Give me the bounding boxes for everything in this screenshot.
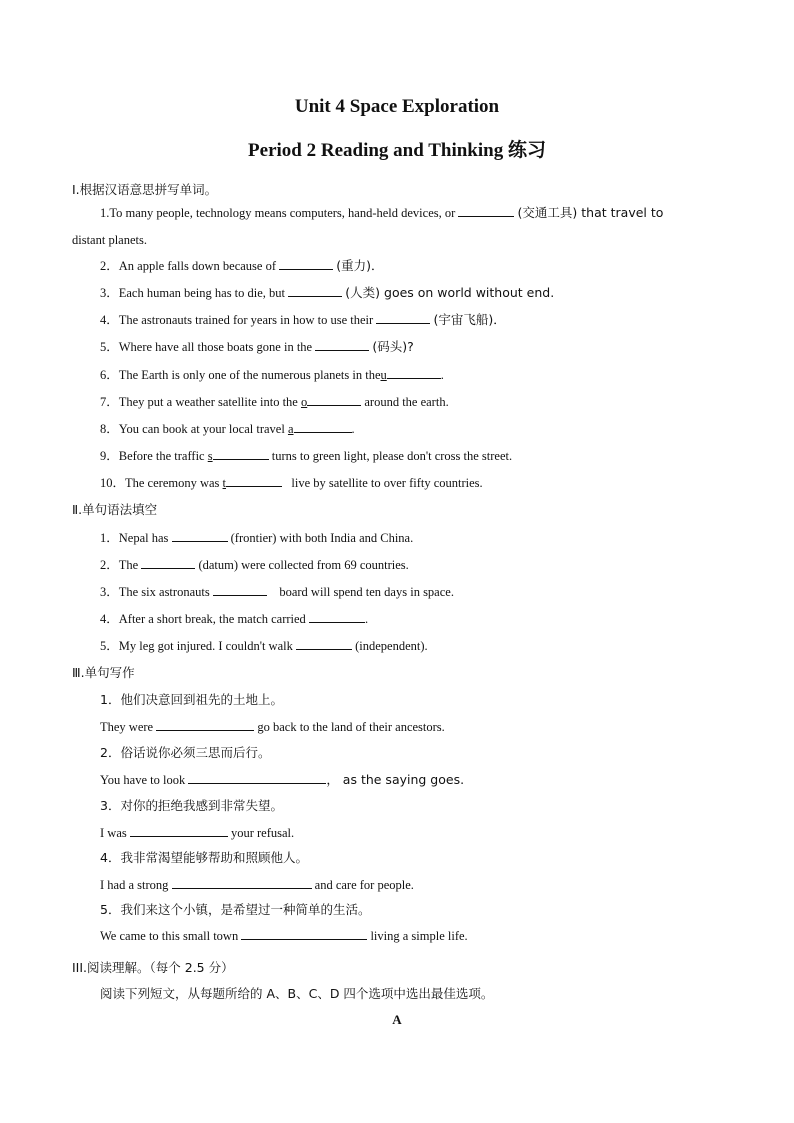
answer-blank[interactable] (172, 530, 228, 542)
answer-blank[interactable] (458, 205, 514, 217)
question-tail: (independent). (355, 639, 428, 653)
question-tail: turns to green light, please don't cross the street. (271, 449, 513, 463)
translation-prompt-5: 5．我们来这个小镇，是希望过一种简单的生活。 (100, 902, 371, 917)
question-text: 4．The astronauts trained for years in how to use their (100, 313, 374, 327)
grammar-question-5 (100, 638, 428, 654)
answer-lead: I was (100, 826, 127, 840)
first-letter: u (380, 368, 387, 382)
answer-blank[interactable] (309, 611, 365, 623)
answer-tail: go back to the land of their ancestors. (257, 720, 445, 734)
translation-prompt-4: 4．我非常渴望能够帮助和照顾他人。 (100, 850, 308, 865)
answer-blank[interactable] (172, 877, 312, 889)
answer-blank[interactable] (307, 394, 361, 406)
question-text: 6．The Earth is only one of the numerous planets in the (100, 368, 381, 382)
question-text: 5．Where have all those boats gone in the (100, 340, 313, 354)
section-heading-2: Ⅱ.单句语法填空 (72, 502, 158, 517)
question-9 (100, 448, 512, 464)
answer-blank[interactable] (141, 557, 195, 569)
question-text: 8．You can book at your local travel (100, 422, 285, 436)
question-7 (100, 394, 449, 410)
question-2 (100, 258, 384, 274)
answer-blank[interactable] (288, 285, 342, 297)
question-text: 4．After a short break, the match carried (100, 612, 306, 626)
translation-prompt-2: 2．俗话说你必须三思而后行。 (100, 745, 271, 760)
question-hint: (重力)． (336, 258, 384, 273)
grammar-question-2 (100, 557, 409, 573)
question-hint: (宇宙飞船)． (433, 312, 506, 327)
translation-answer-4 (100, 877, 414, 893)
question-text: 2．The (100, 558, 139, 572)
answer-blank[interactable] (213, 448, 269, 460)
translation-answer-5 (100, 928, 468, 944)
answer-lead: They were (100, 720, 154, 734)
answer-blank[interactable] (213, 584, 267, 596)
answer-lead: We came to this small town (100, 929, 239, 943)
first-letter: a (287, 422, 294, 436)
answer-blank[interactable] (130, 825, 228, 837)
answer-blank[interactable] (296, 638, 352, 650)
question-hint: (码头)? (372, 339, 414, 354)
question-3 (100, 285, 554, 301)
section-heading-4: III.阅读理解。（每个 2.5 分） (72, 960, 234, 975)
question-text: 7．They put a weather satellite into the (100, 395, 298, 409)
section-heading-1: I.根据汉语意思拼写单词。 (72, 182, 218, 197)
grammar-question-1 (100, 530, 413, 546)
grammar-question-4 (100, 611, 368, 627)
answer-blank[interactable] (376, 312, 430, 324)
answer-blank[interactable] (387, 367, 441, 379)
question-tail: live by satellite to over fifty countries. (291, 476, 483, 490)
question-hint: (人类) goes on world without end. (345, 285, 555, 300)
answer-blank[interactable] (315, 339, 369, 351)
answer-blank[interactable] (241, 928, 367, 940)
question-text: 5．My leg got injured. I couldn't walk (100, 639, 293, 653)
answer-blank[interactable] (156, 719, 254, 731)
passage-label: A (392, 1012, 402, 1027)
question-text: 1.To many people, technology means computers, hand-held devices, or (100, 206, 456, 220)
question-tail: . (351, 422, 355, 436)
question-4 (100, 312, 506, 328)
translation-answer-3 (100, 825, 294, 841)
question-tail: around the earth. (364, 395, 449, 409)
question-text: 3．The six astronauts (100, 585, 210, 599)
question-text: 2．An apple falls down because of (100, 259, 276, 273)
question-tail: (frontier) with both India and China. (230, 531, 414, 545)
question-text: 3．Each human being has to die, but (100, 286, 286, 300)
answer-tail: ， as the saying goes. (326, 772, 465, 787)
question-text: 1．Nepal has (100, 531, 169, 545)
question-text: 9．Before the traffic (100, 449, 205, 463)
question-tail: board will spend ten days in space. (279, 585, 454, 599)
question-tail: . (440, 368, 444, 382)
question-1-continued: distant planets. (72, 233, 147, 247)
page-title: Unit 4 Space Exploration (294, 96, 500, 117)
translation-answer-2 (100, 772, 464, 788)
question-1 (100, 205, 663, 221)
question-hint: (交通工具) that travel to (517, 205, 664, 220)
question-tail: . (364, 612, 369, 626)
translation-prompt-1: 1．他们决意回到祖先的土地上。 (100, 692, 283, 707)
first-letter: s (207, 449, 213, 463)
first-letter: t (222, 476, 227, 490)
question-5 (100, 339, 414, 355)
answer-tail: and care for people. (314, 878, 414, 892)
answer-blank[interactable] (279, 258, 333, 270)
answer-blank[interactable] (294, 421, 352, 433)
grammar-question-3 (100, 584, 454, 600)
answer-blank[interactable] (188, 772, 326, 784)
reading-instruction: 阅读下列短文，从每题所给的 A、B、C、D 四个选项中选出最佳选项。 (100, 986, 494, 1001)
answer-lead: You have to look (100, 773, 186, 787)
first-letter: o (300, 395, 308, 409)
question-text: 10．The ceremony was (100, 476, 220, 490)
answer-lead: I had a strong (100, 878, 169, 892)
translation-prompt-3: 3．对你的拒绝我感到非常失望。 (100, 798, 283, 813)
answer-tail: your refusal. (230, 826, 295, 840)
section-heading-3: Ⅲ.单句写作 (72, 665, 135, 680)
answer-tail: living a simple life. (370, 929, 468, 943)
question-8 (100, 421, 355, 437)
question-tail: (datum) were collected from 69 countries. (198, 558, 409, 572)
question-6 (100, 367, 444, 383)
answer-blank[interactable] (226, 475, 282, 487)
translation-answer-1 (100, 719, 445, 735)
page-subtitle: Period 2 Reading and Thinking 练习 (248, 140, 546, 161)
question-10 (100, 475, 483, 491)
